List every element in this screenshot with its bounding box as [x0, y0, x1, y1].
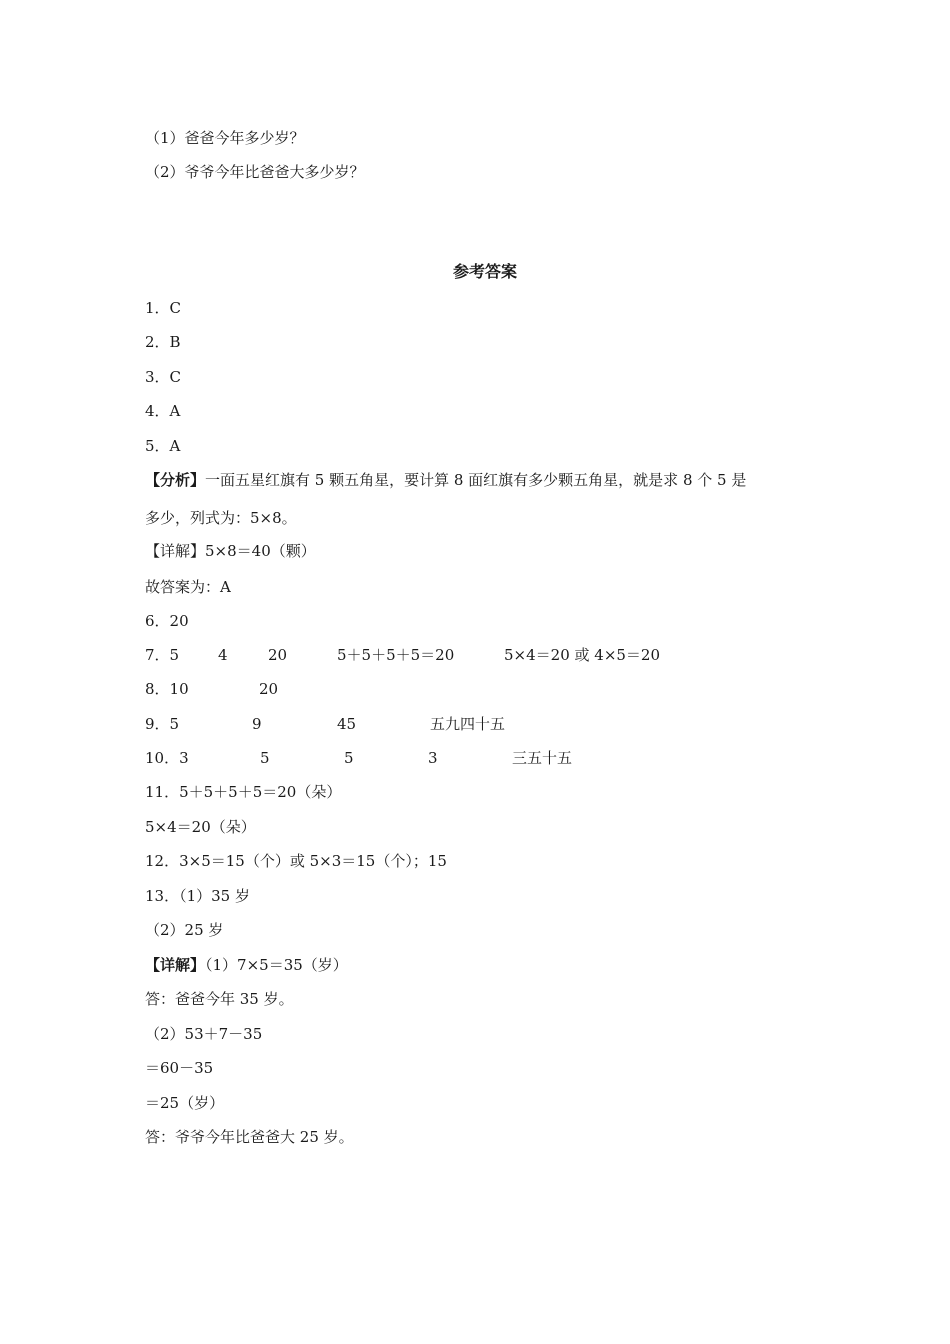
analysis-text: 一面五星红旗有 5 颗五角星，要计算 8 面红旗有多少颗五角星，就是求 8 个 5 是	[205, 471, 747, 489]
answer-13: 13．（1）35 岁	[145, 887, 250, 905]
answer-9-cell: 45	[337, 715, 357, 733]
answer-3: 3．C	[145, 368, 182, 386]
answer-9-cell: 9	[252, 715, 262, 733]
answer-5-detail	[145, 541, 316, 561]
answer-7-cell: 4	[218, 646, 228, 664]
answer-7-cell: 7．5	[145, 646, 180, 664]
answer-10-cell: 5	[344, 749, 354, 767]
answer-13-calc-2: ＝60－35	[145, 1059, 214, 1077]
detail-tag: 【详解】	[145, 542, 206, 560]
answer-10-cell: 5	[260, 749, 270, 767]
question-2: （2）爷爷今年比爸爸大多少岁？	[145, 163, 365, 181]
answer-7-cell: 20	[268, 646, 288, 664]
answer-10-cell: 3	[428, 749, 438, 767]
answer-1: 1．C	[145, 299, 182, 317]
answers-title: 参考答案	[452, 262, 517, 281]
answer-9-cell: 9．5	[145, 715, 180, 733]
answer-13-reply-1: 答：爸爸今年 35 岁。	[145, 990, 294, 1008]
answer-5-conclusion: 故答案为：A	[145, 578, 231, 596]
question-1: （1）爸爸今年多少岁？	[145, 129, 305, 147]
detail-tag: 【详解】	[145, 956, 206, 974]
answer-7-cell: 5＋5＋5＋5＝20	[337, 646, 455, 664]
answer-6: 6．20	[145, 612, 189, 630]
answer-13-calc-1: （2）53＋7－35	[145, 1025, 263, 1043]
answer-10-cell: 三五十五	[512, 749, 573, 767]
answer-10-cell: 10．3	[145, 749, 189, 767]
answer-8-cell: 8．10	[145, 680, 189, 698]
answer-8-cell: 20	[259, 680, 279, 698]
answer-7-cell: 5×4＝20 或 4×5＝20	[504, 646, 661, 664]
answer-11: 11．5＋5＋5＋5＝20（朵）	[145, 783, 342, 801]
answer-13-calc-3: ＝25（岁）	[145, 1094, 225, 1112]
answer-5: 5．A	[145, 437, 181, 455]
answer-5-analysis	[145, 470, 746, 490]
answer-13-reply-2: 答：爷爷今年比爸爸大 25 岁。	[145, 1128, 354, 1146]
answer-5-analysis-cont: 多少，列式为：5×8。	[145, 509, 297, 527]
answer-9-cell: 五九四十五	[430, 715, 506, 733]
answer-13-part-2: （2）25 岁	[145, 921, 224, 939]
detail-text: 5×8＝40（颗）	[205, 542, 316, 560]
answer-12: 12．3×5＝15（个）或 5×3＝15（个）；15	[145, 852, 447, 870]
detail-text: （1）7×5＝35（岁）	[205, 956, 348, 974]
answer-13-detail	[145, 955, 348, 975]
answer-11-alt: 5×4＝20（朵）	[145, 818, 256, 836]
answer-4: 4．A	[145, 402, 181, 420]
answer-2: 2．B	[145, 333, 181, 351]
analysis-tag: 【分析】	[145, 471, 206, 489]
